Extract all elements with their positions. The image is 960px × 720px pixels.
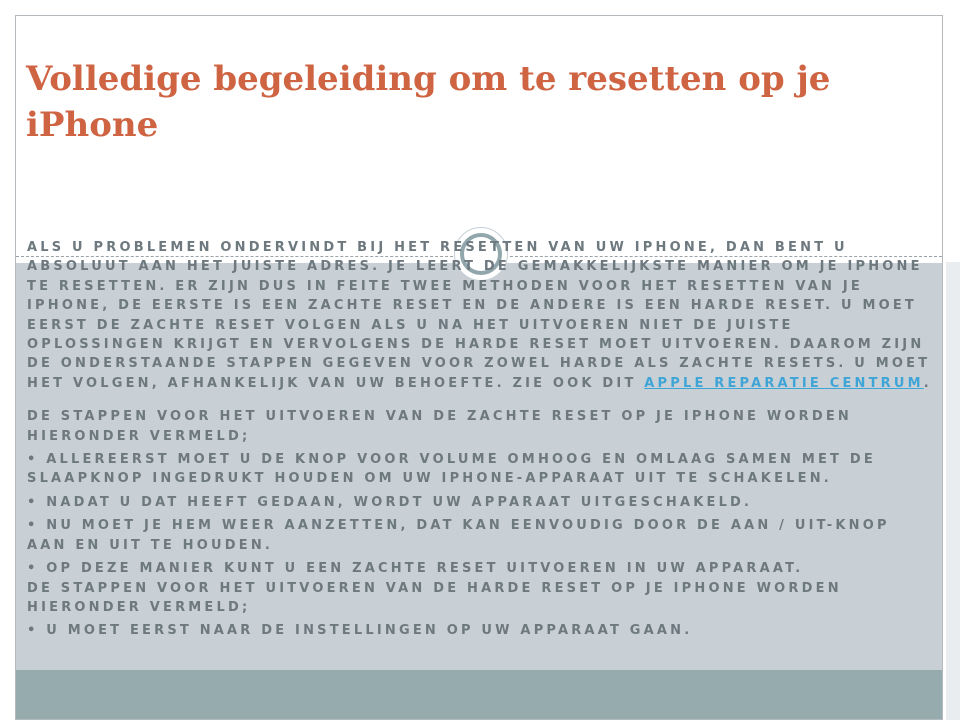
bullet-item: • NADAT U DAT HEEFT GEDAAN, WORDT UW APPARAAT UITGESCHAKELD. xyxy=(27,494,753,510)
bullet-item: • NU MOET JE HEM WEER AANZETTEN, DAT KAN EENVOUDIG DOOR DE AAN / UIT-KNOP AAN EN UIT TE HOUDEN. xyxy=(27,518,890,553)
intro-end: . xyxy=(923,375,932,391)
bullet-item: • OP DEZE MANIER KUNT U EEN ZACHTE RESET UITVOEREN IN UW APPARAAT. xyxy=(27,561,804,577)
slide-content xyxy=(27,238,933,641)
bullet-item: • U MOET EERST NAAR DE INSTELLINGEN OP UW APPARAAT GAAN. xyxy=(27,623,693,639)
bullet-item: • ALLEREERST MOET U DE KNOP VOOR VOLUME OMHOOG EN OMLAAG SAMEN MET DE SLAAPKNOP INGEDRUKT HOUDEN OM UW IPHONE-APPARAAT UIT TE SCHAKELEN. xyxy=(27,452,876,487)
hard-reset-heading: DE STAPPEN VOOR HET UITVOEREN VAN DE HARDE RESET OP JE IPHONE WORDEN HIERONDER VERMELD; xyxy=(27,580,842,615)
intro-paragraph xyxy=(27,238,933,393)
soft-reset-heading: DE STAPPEN VOOR HET UITVOEREN VAN DE ZACHTE RESET OP JE IPHONE WORDEN HIERONDER VERMELD; xyxy=(27,409,853,444)
right-edge-strip xyxy=(946,262,960,720)
apple-repair-link[interactable]: APPLE REPARATIE CENTRUM xyxy=(644,375,924,391)
slide xyxy=(15,15,943,720)
title-area xyxy=(16,16,942,256)
intro-text: ALS U PROBLEMEN ONDERVINDT BIJ HET RESETTEN VAN UW IPHONE, DAN BENT U ABSOLUUT AAN HET JUISTE ADRES. JE LEERT DE GEMAKKELIJKSTE MANIER OM JE IPHONE TE RESETTEN. ER ZIJN DUS IN FEITE TWEE METHODEN VOOR HET RESETTEN VAN JE IPHONE, DE EERSTE IS EEN ZACHTE RESET EN DE ANDERE IS EEN HARDE RESET. U MOET EERST DE ZACHTE RESET VOLGEN ALS U NA HET UITVOEREN NIET DE JUISTE OPLOSSINGEN KRIJGT EN VERVOLGENS DE HARDE RESET MOET UITVOEREN. DAAROM ZIJN DE ONDERSTAANDE STAPPEN GEGEVEN VOOR ZOWEL HARDE ALS ZACHTE RESETS. U MOET HET VOLGEN, AFHANKELIJK VAN UW BEHOEFTE. ZIE OOK DIT xyxy=(27,240,931,391)
slide-title: Volledige begeleiding om te resetten op je iPhone xyxy=(26,59,831,145)
bottom-band xyxy=(16,670,942,720)
paragraph-gap xyxy=(27,393,933,407)
